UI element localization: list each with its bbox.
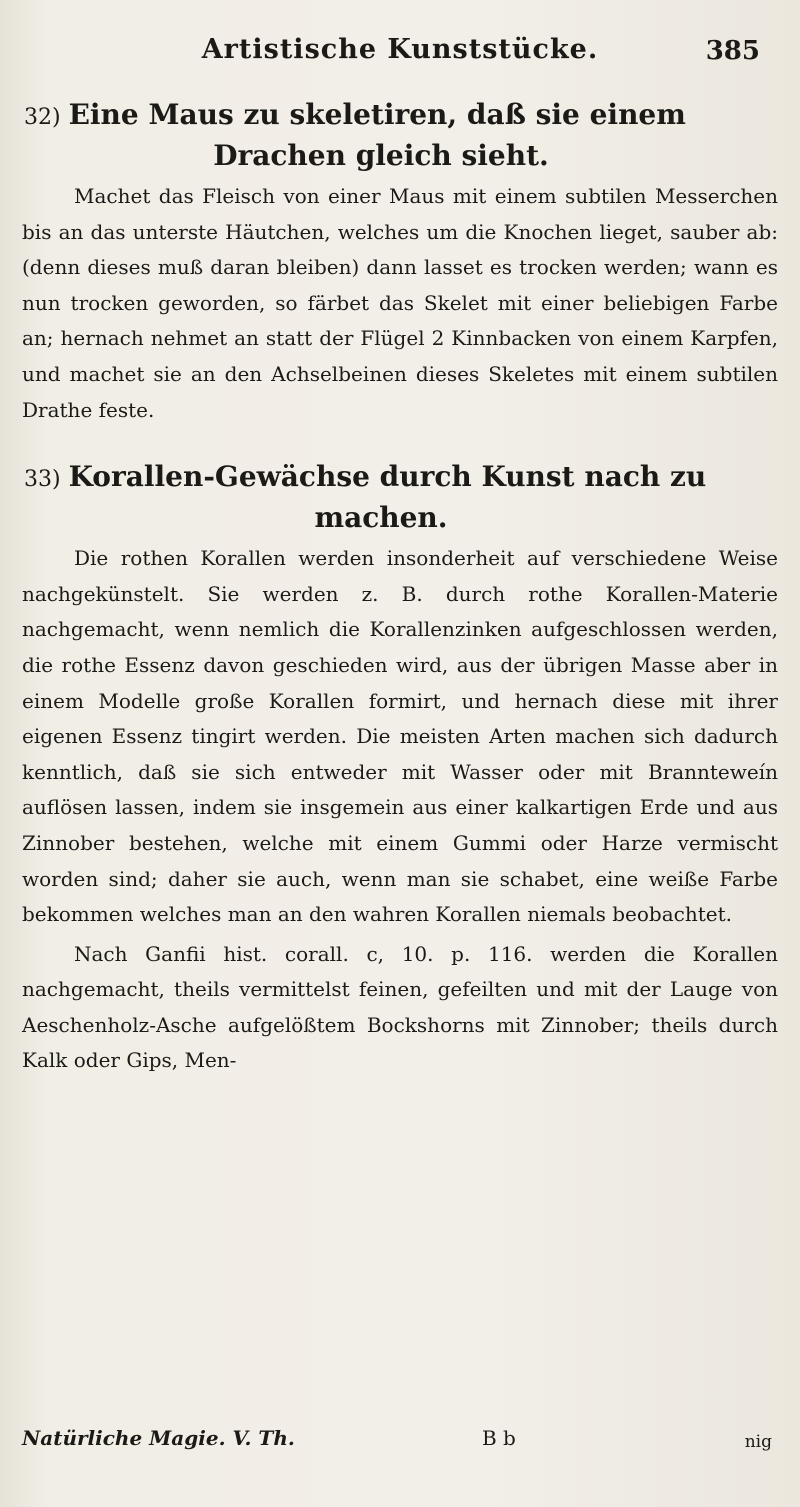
footer-catchword: nig xyxy=(744,1432,772,1452)
section-paragraph: Machet das Fleisch von einer Maus mit einem subtilen Messerchen bis an das unterste Häutchen, welches um die Knochen lieget, sauber ab: (denn dieses muß daran bleiben) dann lasset es trocken werden; wann es nun trocken geworden, so färbet das Skelet mit einer beliebigen Farbe an; hernach nehmet an statt der Flügel 2 Kinnbacken von einem Karpfen, und machet sie an den Achselbeinen dieses Skeletes mit einem subtilen Drathe feste. xyxy=(22,184,778,422)
page-number: 385 xyxy=(705,36,760,66)
running-head xyxy=(0,34,800,74)
page-content xyxy=(22,96,778,1079)
section-heading xyxy=(22,96,778,175)
section-paragraph: Nach Ganfii hist. corall. c, 10. p. 116. werden die Korallen nachgemacht, theils vermittelst feinen, gefeilten und mit der Lauge von Aeschenholz-Asche aufgelößtem Bockshorns mit Zinnober; theils durch Kalk oder Gips, Men- xyxy=(22,941,778,1073)
section-33 xyxy=(22,458,778,1079)
section-title-line1: Korallen-Gewächse durch Kunst nach zu xyxy=(68,460,707,494)
section-title-line2: Drachen gleich sieht. xyxy=(213,139,549,172)
section-spacer xyxy=(22,428,778,458)
section-number: 32) xyxy=(24,105,61,130)
section-paragraph: Die rothen Korallen werden insonderheit auf verschiedene Weise nachgekünstelt. Sie werden z. B. durch rothe Korallen-Materie nachgemacht, wenn nemlich die Korallenzinken aufgeschlossen werden, die rothe Essenz davon geschieden wird, aus der übrigen Masse aber in einem Modelle große Korallen formirt, und hernach diese mit ihrer eigenen Essenz tingirt werden. Die meisten Arten machen sich dadurch kenntlich, daß sie sich entweder mit Wasser oder mit Brannteweín auflösen lassen, indem sie insgemein aus einer kalkartigen Erde und aus Zinnober bestehen, welche mit einem Gummi oder Harze vermischt worden sind; daher sie auch, wenn man sie schabet, eine weiße Farbe bekommen welches man an den wahren Korallen niemals beobachtet. xyxy=(22,546,778,927)
page-footer xyxy=(22,1426,778,1466)
running-title: Artistische Kunststücke. xyxy=(201,34,599,65)
section-number: 33) xyxy=(24,467,61,493)
section-32 xyxy=(22,96,778,428)
section-heading xyxy=(22,458,778,537)
footer-book-title: Natürliche Magie. V. Th. xyxy=(22,1426,295,1450)
footer-signature: B b xyxy=(482,1426,516,1450)
section-title-line1: Eine Maus zu skeletiren, daß sie einem xyxy=(68,98,686,131)
section-title-line2: machen. xyxy=(314,501,448,535)
